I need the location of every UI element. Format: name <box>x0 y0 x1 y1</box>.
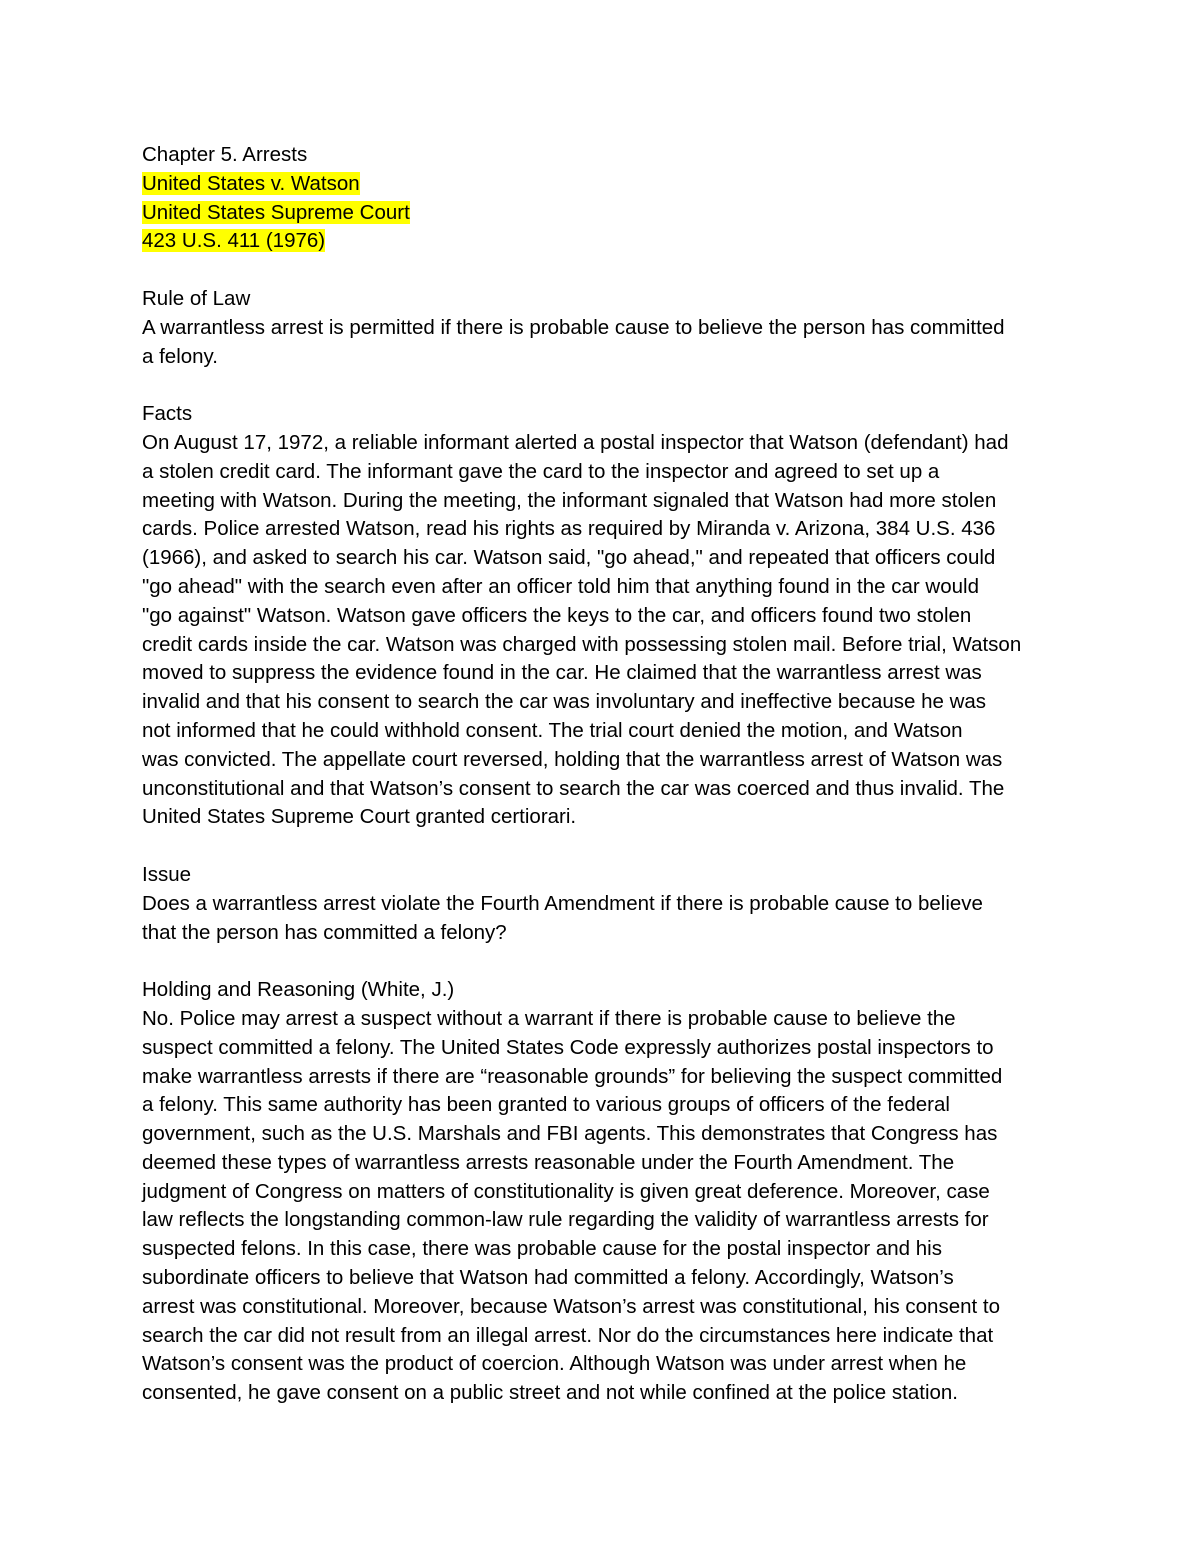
issue-line: Does a warrantless arrest violate the Fourth Amendment if there is probable cause to believe <box>142 891 983 915</box>
spacer <box>142 832 1072 861</box>
holding-section <box>142 976 1072 1408</box>
facts-line: cards. Police arrested Watson, read his rights as required by Miranda v. Arizona, 384 U.S. 436 <box>142 517 996 541</box>
spacer <box>142 947 1072 976</box>
issue-section <box>142 861 1072 947</box>
issue-line: that the person has committed a felony? <box>142 920 507 944</box>
holding-line: government, such as the U.S. Marshals and FBI agents. This demonstrates that Congress has <box>142 1122 998 1146</box>
holding-heading: Holding and Reasoning (White, J.) <box>142 978 455 1002</box>
facts-line: not informed that he could withhold consent. The trial court denied the motion, and Watson <box>142 718 963 742</box>
facts-line: "go against" Watson. Watson gave officers the keys to the car, and officers found two stolen <box>142 603 972 627</box>
court-line <box>142 199 1072 228</box>
court-name: United States Supreme Court <box>142 200 410 224</box>
document-page <box>142 141 1072 1408</box>
holding-line: arrest was constitutional. Moreover, because Watson’s arrest was constitutional, his consent to <box>142 1294 1000 1318</box>
holding-line: suspected felons. In this case, there was probable cause for the postal inspector and his <box>142 1237 942 1261</box>
holding-line: consented, he gave consent on a public street and not while confined at the police station. <box>142 1381 958 1405</box>
facts-line: meeting with Watson. During the meeting, the informant signaled that Watson had more stolen <box>142 488 997 512</box>
holding-line: Watson’s consent was the product of coercion. Although Watson was under arrest when he <box>142 1352 967 1376</box>
rule-of-law-line: a felony. <box>142 344 218 368</box>
facts-line: (1966), and asked to search his car. Watson said, "go ahead," and repeated that officers could <box>142 546 996 570</box>
holding-line: judgment of Congress on matters of constitutionality is given great deference. Moreover, case <box>142 1179 990 1203</box>
facts-line: credit cards inside the car. Watson was charged with possessing stolen mail. Before trial, Watson <box>142 632 1022 656</box>
facts-line: was convicted. The appellate court reversed, holding that the warrantless arrest of Watson was <box>142 747 1003 771</box>
holding-line: suspect committed a felony. The United States Code expressly authorizes postal inspectors to <box>142 1035 994 1059</box>
facts-line: invalid and that his consent to search the car was involuntary and ineffective because he was <box>142 690 987 714</box>
facts-section <box>142 400 1072 832</box>
holding-line: search the car did not result from an illegal arrest. Nor do the circumstances here indicate that <box>142 1323 994 1347</box>
facts-line: United States Supreme Court granted certiorari. <box>142 805 577 829</box>
facts-line: On August 17, 1972, a reliable informant alerted a postal inspector that Watson (defendant) had <box>142 430 1009 454</box>
facts-line: unconstitutional and that Watson’s consent to search the car was coerced and thus invalid. The <box>142 776 1005 800</box>
holding-line: a felony. This same authority has been granted to various groups of officers of the federal <box>142 1093 950 1117</box>
rule-of-law-line: A warrantless arrest is permitted if there is probable cause to believe the person has committed <box>142 315 1005 339</box>
facts-line: "go ahead" with the search even after an officer told him that anything found in the car would <box>142 574 979 598</box>
holding-line: deemed these types of warrantless arrests reasonable under the Fourth Amendment. The <box>142 1150 955 1174</box>
holding-line: subordinate officers to believe that Watson had committed a felony. Accordingly, Watson’s <box>142 1266 954 1290</box>
spacer <box>142 256 1072 285</box>
spacer <box>142 371 1072 400</box>
rule-of-law-heading: Rule of Law <box>142 286 251 310</box>
chapter-title: Chapter 5. Arrests <box>142 143 308 166</box>
case-name: United States v. Watson <box>142 171 360 195</box>
case-citation: 423 U.S. 411 (1976) <box>142 229 326 253</box>
holding-line: law reflects the longstanding common-law rule regarding the validity of warrantless arrests for <box>142 1208 989 1232</box>
holding-line: make warrantless arrests if there are “reasonable grounds” for believing the suspect committed <box>142 1064 1003 1088</box>
holding-line: No. Police may arrest a suspect without a warrant if there is probable cause to believe the <box>142 1006 956 1030</box>
citation-line <box>142 227 1072 256</box>
rule-of-law-section <box>142 285 1072 371</box>
issue-heading: Issue <box>142 862 191 886</box>
facts-heading: Facts <box>142 402 193 426</box>
case-name-line <box>142 170 1072 199</box>
facts-line: moved to suppress the evidence found in the car. He claimed that the warrantless arrest was <box>142 661 982 685</box>
facts-line: a stolen credit card. The informant gave the card to the inspector and agreed to set up a <box>142 459 940 483</box>
